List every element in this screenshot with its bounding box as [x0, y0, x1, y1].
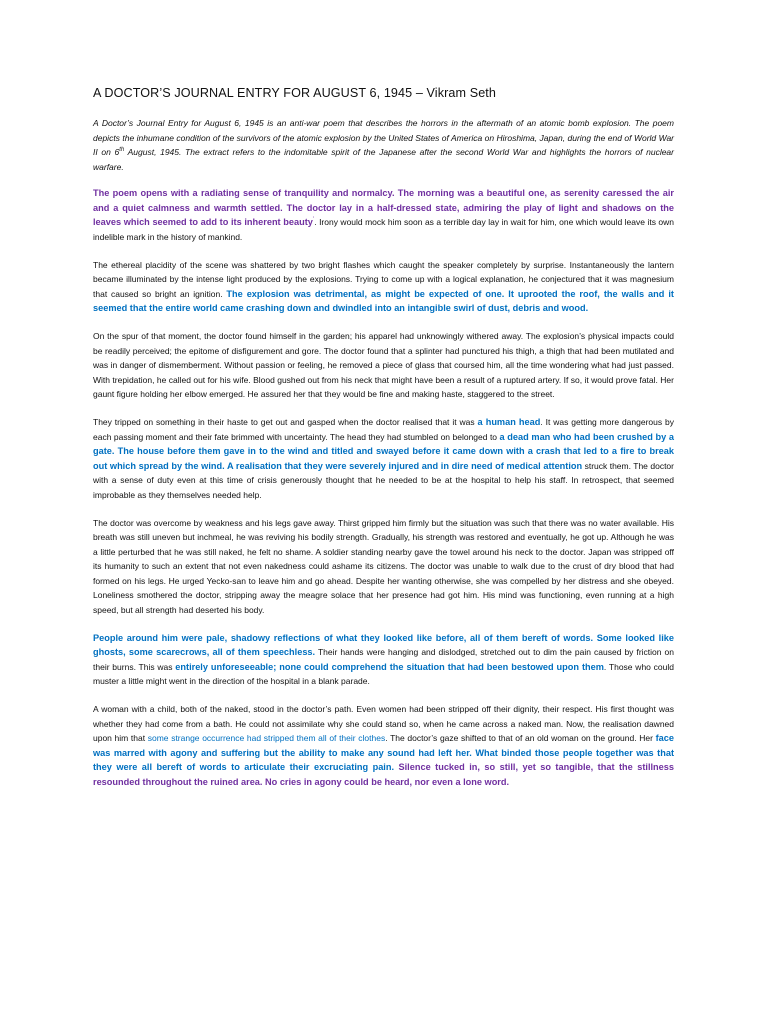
paragraph-text: . Those who could muster a little might went in the direction of the hospital in a blank parade. — [93, 661, 674, 687]
body-paragraph — [93, 631, 674, 689]
highlighted-text-blue: face was marred with agony and suffering but the ability to make any sound had left her. What binded those people together was that they were all bereft of words to articulate their excruciating pain. — [93, 733, 674, 773]
paragraph-text: A woman with a child, both of the naked, stood in the doctor’s path. Even women had been stripped off their dignity, their respect. His first thought was whether they had come from a bath. He could not assimilate why she could stand so, when he came across a naked man. Now, the realisation dawned upon him that — [93, 704, 674, 744]
paragraph-text: . The doctor’s gaze shifted to that of an old woman on the ground. Her — [385, 733, 656, 744]
paragraph-text: On the spur of that moment, the doctor found himself in the garden; his apparel had unknowingly withered away. The explosion’s physical impacts could be readily perceived; the epitome of disfigurement and gore. The doctor found that a splinter had punctured his thigh, a thigh that had been mutilated and was in danger of dismemberment. Without passion or feeling, he removed a piece of glass that coursed him, all the time wondering what had just passed. With trepidation, he called out for his wife. Blood gushed out from his neck that might have been a result of a ruptured artery. If so, it would prove fatal. Her gaunt figure holding her elbow emerged. He assured her that they would be fine and making haste, staggered to the street. — [93, 331, 674, 400]
intro-paragraph — [93, 116, 674, 174]
intro-superscript: th — [119, 147, 125, 154]
highlighted-text-blue: a human head — [477, 417, 541, 428]
body-paragraph — [93, 702, 674, 789]
highlighted-text-blue: The explosion was detrimental, as might be expected of one. It uprooted the roof, the walls and it seemed that the entire world came crashing down and dwindled into an intangible swirl of dust, debris and wood. — [93, 288, 674, 314]
paragraph-text: . Irony would mock him soon as a terrible day lay in wait for him, one which would leave its own indelible mark in the history of mankind. — [93, 217, 675, 242]
paragraph-text: The doctor was overcome by weakness and his legs gave away. Thirst gripped him firmly but the situation was such that there was no water available. His breath was still uneven but inchmeal, he was reviving his bodily strength. Gradually, his strength was restored and eventually, he got up. Although he was a little perturbed that he was still naked, he felt no shame. A soldier standing nearby gave the towel around his neck to the doctor. Japan was stripped off its humanity to such an extent that not even nakedness could ashame its citizens. The doctor was unable to walk due to the crust of dry blood that had formed on his legs. He urged Yecko-san to leave him and go ahead. Despite her wanting otherwise, she was compelled by her distress and she obeyed. Loneliness smothered the doctor, stripping away the meagre solace that her presence had got him. His mind was functioning, even running at a high speed, but all strength had deserted his body. — [93, 517, 674, 615]
body-paragraph — [93, 329, 674, 402]
highlighted-text-blue: entirely unforeseeable; none could comprehend the situation that had been bestowed upon them — [175, 661, 604, 672]
body-paragraph — [93, 516, 674, 618]
body-paragraphs — [93, 186, 674, 789]
paragraph-text: struck them. The doctor with a sense of duty even at this time of crisis generously thought that he needed to be at the hospital to help his staff. In retrospect, that seemed improbable as they themselves needed help. — [93, 460, 674, 500]
highlighted-text-purple: The poem opens with a radiating sense of tranquility and normalcy. The morning was a beautiful one, as serenity caressed the air and a quiet calmness and warmth settled. The doctor lay in a half-dressed state, admiring the play of light and shadows on the leaves which seemed to add to its inherent beauty — [93, 188, 674, 228]
intro-text-end: August, 1945. The extract refers to the indomitable spirit of the Japanese after the second World War and highlights the horrors of nuclear warfare. — [93, 147, 674, 172]
body-paragraph — [93, 258, 674, 316]
document-title: A DOCTOR’S JOURNAL ENTRY FOR AUGUST 6, 1945 – Vikram Seth — [93, 86, 496, 100]
paragraph-text: They tripped on something in their haste to get out and gasped when the doctor realised that it was — [93, 417, 478, 428]
body-paragraph — [93, 415, 674, 502]
paragraph-text: . It was getting more dangerous by each passing moment and their fate brimmed with uncertainty. The head they had stumbled on belonged to — [93, 417, 675, 442]
highlighted-text-blue: a dead man who had been crushed by a gate. The house before them gave in to the wind and titled and swayed before it came down with a crash that led to a fire to break out which spread by the wind. A realisation that they were severely injured and in dire need of medical attention — [93, 431, 674, 471]
highlighted-text-blue: People around him were pale, shadowy reflections of what they looked like before, all of them bereft of words. Some looked like ghosts, some scarecrows, all of them speechless. — [93, 632, 674, 658]
highlighted-text-purple: Silence tucked in, so still, yet so tangible, that the stillness resounded throughout the ruined area. No cries in agony could be heard, nor even a lone word. — [93, 762, 674, 787]
superscript-mark: ’ — [312, 217, 315, 224]
document-page — [93, 86, 674, 803]
body-paragraph — [93, 186, 674, 244]
highlighted-text-blue: some strange occurrence had stripped them all of their clothes — [147, 733, 386, 744]
paragraph-text: Their hands were hanging and dislodged, stretched out to dim the pain caused by friction on their burns. This was — [93, 647, 674, 672]
paragraph-text: The ethereal placidity of the scene was shattered by two bright flashes which caught the speaker completely by surprise. Instantaneously the lantern became illuminated by the intense light produced by the explosions. Trying to come up with a logical explanation, he conjectured that it was magnesium that caused so bright an ignition. — [93, 259, 674, 299]
intro-text: A Doctor’s Journal Entry for August 6, 1945 is an anti-war poem that describes the horrors in the aftermath of an atomic bomb explosion. The poem depicts the inhumane condition of the survivors of the atomic explosion by the United States of America on Hiroshima, Japan, during the end of World War II on 6 — [93, 118, 674, 158]
